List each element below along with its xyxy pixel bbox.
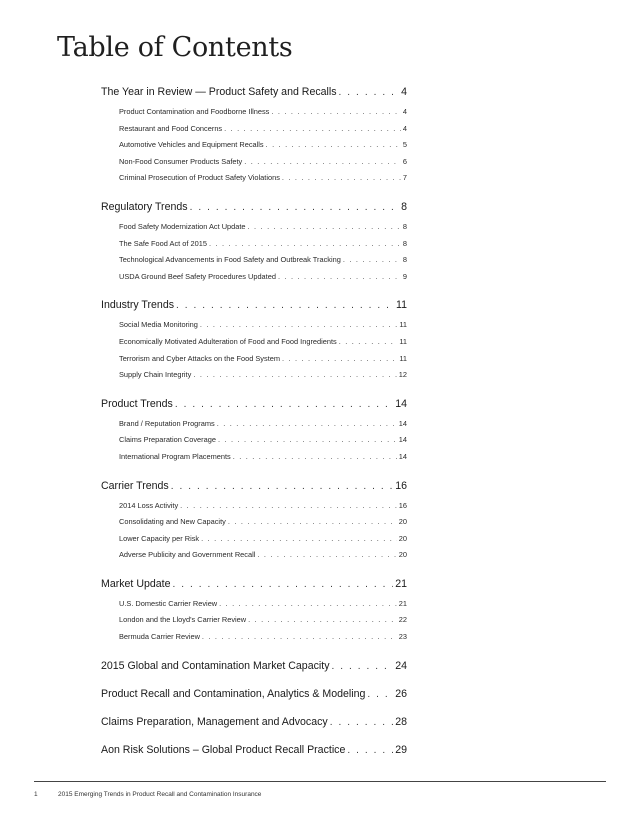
toc-heading-page: 14 [395,397,407,410]
toc-subitem[interactable] [101,629,407,646]
dot-leader [176,298,394,313]
toc-section-heading[interactable] [101,576,407,592]
toc-section [101,742,407,758]
toc-subitem-page: 14 [398,451,407,461]
toc-section-heading[interactable] [101,714,407,730]
toc-subitem-page: 16 [398,500,407,510]
toc-subitem-page: 12 [398,370,407,380]
toc-section [101,199,407,285]
table-of-contents [101,84,407,770]
toc-heading-page: 26 [395,687,407,700]
toc-heading-page: 11 [396,299,407,312]
toc-heading-label: 2015 Global and Contamination Market Capacity [101,659,330,672]
toc-subitem[interactable] [101,612,407,629]
dot-leader [266,137,401,154]
dot-leader [228,514,397,531]
toc-section-heading[interactable] [101,742,407,758]
toc-section [101,396,407,466]
toc-subitem[interactable] [101,334,407,351]
toc-subitem-label: Technological Advancements in Food Safety and Outbreak Tracking [119,255,341,265]
toc-subitem-page: 14 [398,418,407,428]
toc-subitem-page: 11 [399,336,407,346]
dot-leader [330,715,393,730]
dot-leader [217,416,397,433]
page-title: Table of Contents [57,32,293,63]
dot-leader [218,432,397,449]
toc-heading-page: 16 [395,479,407,492]
toc-subitem[interactable] [101,449,407,466]
dot-leader [248,219,401,236]
toc-subitem[interactable] [101,432,407,449]
dot-leader [171,479,394,494]
toc-heading-page: 24 [395,659,407,672]
toc-subitem-label: Criminal Prosecution of Product Safety Violations [119,173,280,183]
toc-subitem-page: 20 [398,517,407,527]
toc-subitem[interactable] [101,351,407,368]
footer-document-title: 2015 Emerging Trends in Product Recall and Contamination Insurance [58,791,262,798]
toc-heading-page: 28 [395,715,407,728]
toc-subitem-label: Non-Food Consumer Products Safety [119,156,243,166]
toc-section [101,478,407,564]
toc-heading-label: Aon Risk Solutions – Global Product Recall Practice [101,743,346,756]
toc-subitem-page: 5 [402,140,407,150]
toc-subitem-label: Claims Preparation Coverage [119,435,216,445]
toc-section [101,714,407,730]
toc-subitem-label: Consolidating and New Capacity [119,517,226,527]
toc-heading-label: The Year in Review — Product Safety and Recalls [101,86,337,98]
toc-subitem-label: Supply Chain Integrity [119,370,192,380]
toc-subitem-label: International Program Placements [119,451,231,461]
dot-leader [193,367,396,384]
toc-subitem-page: 20 [398,550,407,560]
dot-leader [347,743,393,758]
toc-subitem-page: 9 [402,271,407,281]
dot-leader [175,397,393,412]
dot-leader [343,252,401,269]
toc-subitem-label: Food Safety Modernization Act Update [119,221,246,231]
toc-subitem[interactable] [101,121,407,138]
toc-section [101,84,407,187]
footer-divider [34,781,606,782]
toc-subitem[interactable] [101,154,407,171]
toc-heading-label: Claims Preparation, Management and Advocacy [101,715,328,728]
dot-leader [339,85,400,100]
dot-leader [271,104,401,121]
dot-leader [282,351,397,368]
toc-subitem[interactable] [101,514,407,531]
toc-subitem-page: 6 [402,156,407,166]
toc-section-heading[interactable] [101,297,407,313]
toc-subitem[interactable] [101,252,407,269]
dot-leader [332,659,394,674]
toc-subitem-page: 22 [398,615,407,625]
toc-subitem-label: London and the Lloyd's Carrier Review [119,615,247,625]
toc-section [101,576,407,646]
toc-subitem-label: Terrorism and Cyber Attacks on the Food System [119,353,281,363]
toc-section-heading[interactable] [101,396,407,412]
toc-subitem-page: 8 [402,238,407,248]
toc-heading-label: Market Update [101,577,171,590]
toc-section [101,658,407,674]
dot-leader [202,629,397,646]
toc-section-heading[interactable] [101,478,407,494]
toc-subitem[interactable] [101,531,407,548]
dot-leader [190,200,400,215]
dot-leader [257,547,396,564]
toc-subitem-label: Brand / Reputation Programs [119,418,215,428]
toc-heading-page: 8 [401,200,407,213]
toc-subitem-page: 11 [399,320,407,330]
dot-leader [201,531,397,548]
dot-leader [200,317,397,334]
toc-heading-label: Industry Trends [101,299,175,312]
toc-subitem-page: 8 [402,221,407,231]
toc-subitem-page: 4 [402,107,407,116]
toc-subitem-label: 2014 Loss Activity [119,500,179,510]
toc-subitem[interactable] [101,104,407,121]
toc-section-heading[interactable] [101,658,407,674]
toc-heading-page: 29 [395,743,407,756]
footer-page-number: 1 [34,791,38,798]
dot-leader [172,577,393,592]
toc-subitem-page: 7 [402,173,407,183]
toc-subitem-label: Restaurant and Food Concerns [119,123,223,133]
toc-subitem-label: Economically Motivated Adulteration of Food and Food Ingredients [119,336,337,346]
dot-leader [233,449,397,466]
toc-subitem[interactable] [101,547,407,564]
toc-subitem-label: Product Contamination and Foodborne Illness [119,107,270,116]
toc-section-heading[interactable] [101,199,407,215]
toc-subitem-page: 23 [398,632,407,642]
toc-section-heading[interactable] [101,686,407,702]
toc-heading-label: Carrier Trends [101,479,169,492]
toc-heading-page: 21 [395,577,407,590]
toc-subitem[interactable] [101,236,407,253]
toc-subitem-label: Adverse Publicity and Government Recall [119,550,256,560]
toc-subitem-label: The Safe Food Act of 2015 [119,238,207,248]
toc-subitem[interactable] [101,137,407,154]
dot-leader [209,236,401,253]
toc-subitem[interactable] [101,269,407,286]
dot-leader [339,334,398,351]
toc-subitem-label: Social Media Monitoring [119,320,198,330]
toc-subitem-page: 21 [398,598,407,608]
dot-leader [244,154,401,171]
dot-leader [224,121,401,138]
toc-subitem-page: 14 [398,435,407,445]
dot-leader [248,612,397,629]
toc-subitem-page: 11 [399,353,407,363]
toc-heading-label: Product Recall and Contamination, Analytics & Modeling [101,687,366,700]
toc-subitem-label: USDA Ground Beef Safety Procedures Updated [119,271,276,281]
toc-subitem[interactable] [101,498,407,515]
dot-leader [219,596,397,613]
dot-leader [282,170,401,187]
toc-subitem-page: 8 [402,255,407,265]
toc-subitem[interactable] [101,367,407,384]
toc-heading-label: Regulatory Trends [101,200,188,213]
toc-subitem-page: 4 [402,123,407,133]
toc-subitem-label: Lower Capacity per Risk [119,533,200,543]
toc-subitem[interactable] [101,219,407,236]
toc-subitem-label: Bermuda Carrier Review [119,632,200,642]
toc-section [101,297,407,383]
dot-leader [278,269,401,286]
toc-subitem[interactable] [101,317,407,334]
toc-section-heading[interactable] [101,84,407,100]
toc-subitem-page: 20 [398,533,407,543]
toc-subitem[interactable] [101,416,407,433]
dot-leader [367,687,393,702]
toc-subitem[interactable] [101,596,407,613]
dot-leader [180,498,397,515]
toc-section [101,686,407,702]
toc-heading-page: 4 [401,86,407,98]
toc-subitem-label: Automotive Vehicles and Equipment Recalls [119,140,264,150]
toc-subitem[interactable] [101,170,407,187]
toc-heading-label: Product Trends [101,397,173,410]
toc-subitem-label: U.S. Domestic Carrier Review [119,598,218,608]
